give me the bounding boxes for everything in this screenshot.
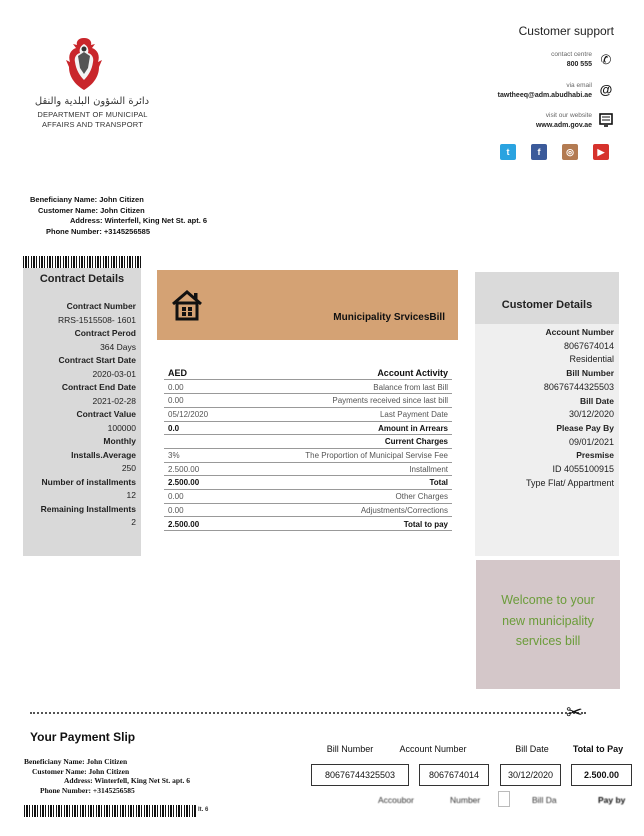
facebook-icon[interactable]: f [531, 144, 547, 160]
row-description: Payments received since last bill [332, 396, 448, 406]
support-email: via email tawtheeq@adm.abudhabi.ae [497, 82, 592, 99]
youtube-icon[interactable]: ▶ [593, 144, 609, 160]
contract-value: 12 [126, 490, 136, 500]
twitter-icon[interactable]: t [500, 144, 516, 160]
customer-detail-label: Please Pay By [556, 422, 614, 433]
contract-label: Contract End Date [61, 382, 136, 392]
slip-account-number-field[interactable]: 8067674014 [419, 764, 489, 786]
row-amount: 2.500.00 [168, 464, 200, 474]
row-description: Other Charges [395, 492, 448, 502]
falcon-emblem-logo [62, 34, 106, 92]
table-row [164, 449, 452, 463]
row-description: Amount in Arrears [378, 423, 448, 433]
slip-customer-name: Customer Name: John Citizen [32, 766, 130, 776]
contract-label: Number of installments [41, 476, 136, 487]
org-name-arabic: دائرة الشؤون البلدية والنقل [34, 96, 150, 107]
house-icon [170, 289, 204, 322]
contact-centre: contact centre 800 555 [551, 51, 592, 68]
slip-footer-box [498, 791, 510, 807]
slip-footer-pay-by-label: Pay by [598, 795, 626, 805]
customer-details-header [475, 272, 619, 324]
row-description: Adjustments/Corrections [360, 505, 448, 515]
row-amount: 0.00 [168, 505, 184, 515]
customer-detail-label: Presmise [576, 450, 614, 461]
contract-details-title: Contract Details [39, 273, 125, 285]
slip-header-bill-date: Bill Date [515, 744, 549, 754]
row-description: Installment [409, 464, 448, 474]
table-row [164, 463, 452, 477]
row-description: Current Charges [384, 437, 448, 447]
slip-bill-date-field[interactable]: 30/12/2020 [500, 764, 561, 786]
slip-customer-address: Address: Winterfell, King Net St. apt. 6 [64, 776, 191, 785]
customer-detail-label: Bill Number [566, 368, 614, 379]
slip-beneficiary-name: Beneficiany Name: John Citizen [24, 757, 128, 766]
slip-customer-phone: Phone Number: +3145256585 [40, 785, 135, 795]
contract-value: 250 [121, 463, 136, 473]
slip-header-bill-number: Bill Number [326, 744, 374, 754]
slip-footer-number-label: Number [450, 795, 481, 805]
slip-barcode [24, 805, 196, 817]
table-row [164, 394, 452, 408]
slip-header-total: Total to Pay [572, 744, 624, 754]
customer-detail-value: 8067674014 [563, 340, 614, 351]
cut-line [30, 712, 586, 714]
customer-detail-value: 80676744325503 [543, 381, 614, 392]
table-row [164, 518, 452, 532]
row-description: Total [429, 478, 448, 488]
customer-phone: Phone Number: +3145256585 [46, 226, 151, 236]
payment-slip-title: Your Payment Slip [30, 730, 136, 744]
customer-address: Address: Winterfell, King Net St. apt. 6 [70, 216, 208, 225]
contract-label: Contract Perod [74, 328, 136, 338]
row-amount: 0.0 [168, 423, 180, 433]
slip-total-field[interactable]: 2.500.00 [571, 764, 632, 786]
customer-detail-label: Account Number [545, 327, 614, 337]
beneficiary-block [30, 195, 290, 237]
row-description: Balance from last Bill [373, 382, 448, 392]
customer-detail-label: Bill Date [579, 395, 614, 406]
row-amount: 05/12/2020 [168, 409, 209, 419]
website-icon[interactable] [598, 112, 614, 128]
table-row [164, 490, 452, 504]
customer-support-title: Customer support [518, 24, 614, 38]
contract-label: Contract Value [76, 409, 136, 419]
org-name-english: DEPARTMENT OF MUNICIPAL AFFAIRS AND TRANSPORT [37, 110, 148, 129]
contract-label: Monthly [103, 436, 136, 446]
row-amount: 2.500.00 [168, 519, 200, 529]
contract-value: 2020-03-01 [92, 368, 136, 379]
slip-beneficiary-block [24, 757, 224, 795]
table-row [164, 435, 452, 449]
at-sign-icon[interactable]: @ [599, 82, 613, 97]
account-activity-header [164, 366, 452, 380]
customer-detail-value: 09/01/2021 [568, 436, 614, 447]
customer-details-title: Customer Details [501, 299, 593, 311]
slip-bill-number-field[interactable]: 80676744325503 [311, 764, 409, 786]
slip-barcode-suffix: lt. 6 [198, 807, 209, 813]
row-amount: 0.00 [168, 396, 184, 406]
table-row [164, 408, 452, 422]
row-description: The Proportion of Municipal Servise Fee [305, 451, 448, 460]
customer-detail-value: 30/12/2020 [568, 409, 614, 420]
beneficiary-name: Beneficiany Name: John Citizen [30, 195, 144, 204]
row-amount: 3% [168, 451, 180, 460]
row-description: Total to pay [403, 519, 448, 529]
contract-value: 100000 [107, 422, 136, 433]
support-website: visit our website www.adm.gov.ae [535, 112, 592, 129]
contract-value: 2 [131, 517, 136, 527]
customer-detail-value: Residential [569, 354, 614, 365]
instagram-icon[interactable]: ◎ [562, 144, 578, 160]
contract-label: Remaining Installments [40, 503, 136, 514]
contract-value: 364 Days [100, 341, 136, 352]
welcome-message: Welcome to your new municipality services bill [501, 593, 595, 648]
phone-icon[interactable]: ✆ [600, 52, 612, 67]
contract-value: RRS-1515508- 1601 [58, 314, 136, 325]
municipality-bill-title: Municipality SrvicesBill [333, 312, 445, 323]
scissors-icon: ✂ [566, 702, 583, 724]
row-amount: 2.500.00 [168, 478, 200, 488]
contract-label: Contract Number [66, 301, 136, 311]
customer-detail-value: Type Flat/ Appartment [525, 477, 614, 488]
row-amount: 0.00 [168, 382, 184, 392]
table-row [164, 422, 452, 436]
account-activity-label: Account Activity [377, 368, 448, 378]
currency-label: AED [168, 368, 188, 378]
table-row [164, 504, 452, 518]
barcode [23, 256, 141, 268]
contract-label: Contract Start Date [58, 355, 136, 365]
customer-name: Customer Name: John Citizen [38, 205, 145, 215]
contract-value: 2021-02-28 [92, 395, 136, 406]
contract-label: Installs.Average [71, 449, 136, 460]
table-row [164, 476, 452, 490]
customer-detail-value: ID 4055100915 [552, 464, 614, 474]
row-description: Last Payment Date [379, 409, 448, 419]
slip-footer-account-label: Accoubor [378, 795, 414, 805]
slip-footer-bill-date-label: Bill Da [532, 795, 557, 805]
slip-header-account-number: Account Number [399, 744, 467, 754]
table-row [164, 381, 452, 395]
row-amount: 0.00 [168, 492, 184, 502]
